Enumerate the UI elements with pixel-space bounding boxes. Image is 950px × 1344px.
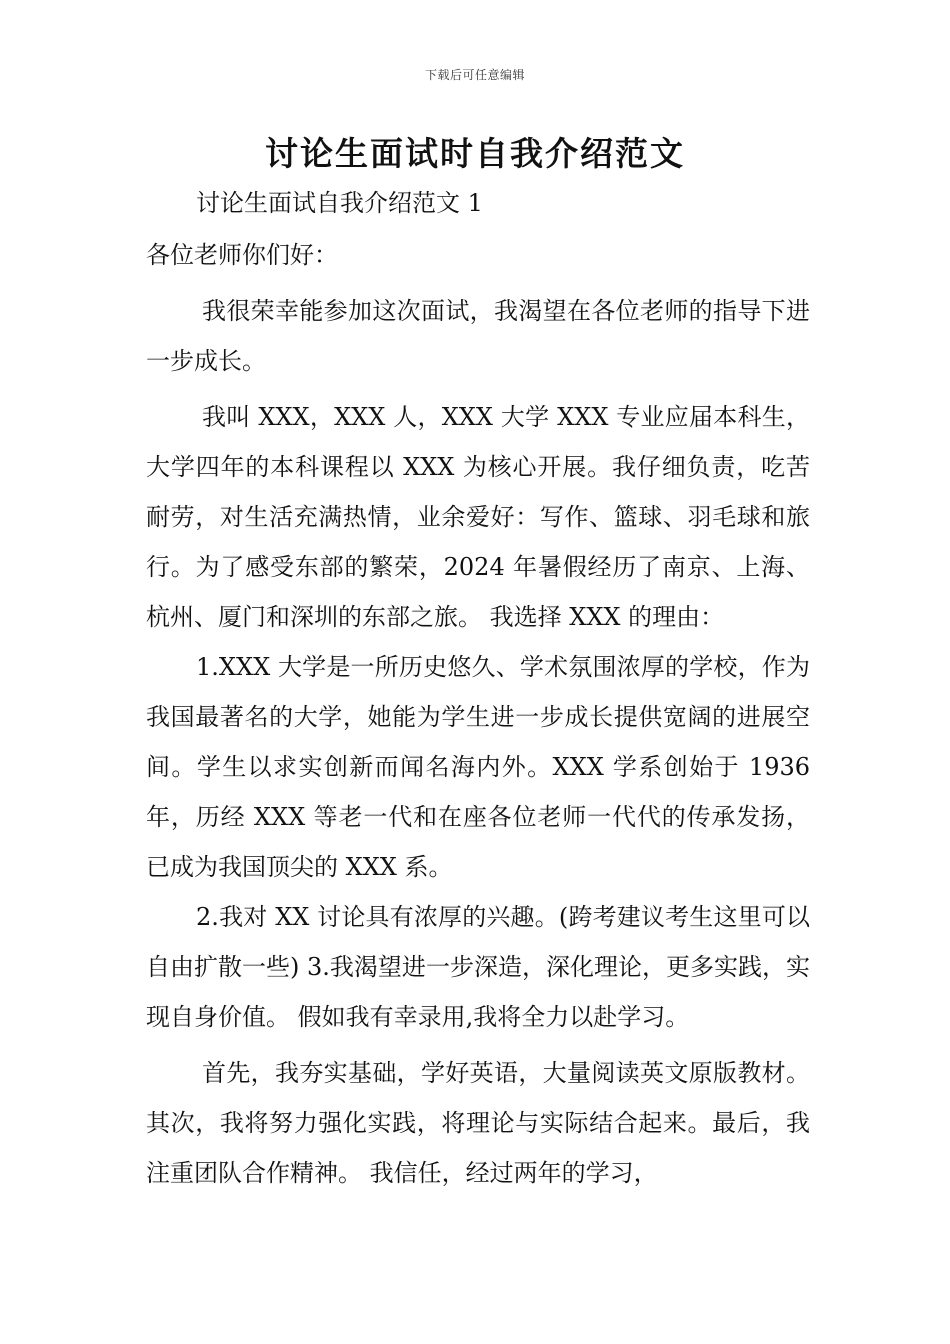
paragraph-plan: 首先，我夯实基础，学好英语，大量阅读英文原版教材。其次，我将努力强化实践，将理论与实际结合起来。最后，我注重团队合作精神。 我信任，经过两年的学习， xyxy=(146,1059,810,1187)
document-title: 讨论生面试时自我介绍范文 xyxy=(265,134,685,173)
paragraph-background: 我叫 XXX，XXX 人，XXX 大学 XXX 专业应届本科生，大学四年的本科课程以 XXX 为核心开展。我仔细负责，吃苦耐劳，对生活充满热情，业余爱好：写作、篮球、羽毛球和旅行。为了感受东部的繁荣，2024 年暑假经历了南京、上海、杭州、厦门和深圳的东部之旅。 我选择 XXX 的理由： xyxy=(146,403,810,631)
header-note: 下载后可任意编辑 xyxy=(424,68,525,82)
greeting: 各位老师你们好： xyxy=(146,241,338,269)
paragraph-reason-2-3: 2.我对 XX 讨论具有浓厚的兴趣。(跨考建议考生这里可以自由扩散一些) 3.我渴望进一步深造，深化理论，更多实践，实现自身价值。 假如我有幸录用,我将全力以赴学习。 xyxy=(146,903,810,1031)
section-subtitle: 讨论生面试自我介绍范文 1 xyxy=(196,189,483,217)
paragraph-intro: 我很荣幸能参加这次面试，我渴望在各位老师的指导下进一步成长。 xyxy=(146,297,810,375)
paragraph-reason-1: 1.XXX 大学是一所历史悠久、学术氛围浓厚的学校，作为我国最著名的大学，她能为学生进一步成长提供宽阔的进展空间。学生以求实创新而闻名海内外。XXX 学系创始于 1936 年，历经 XXX 等老一代和在座各位老师一代代的传承发扬，已成为我国顶尖的 XXX 系。 xyxy=(146,653,810,881)
document-body xyxy=(146,178,810,1198)
